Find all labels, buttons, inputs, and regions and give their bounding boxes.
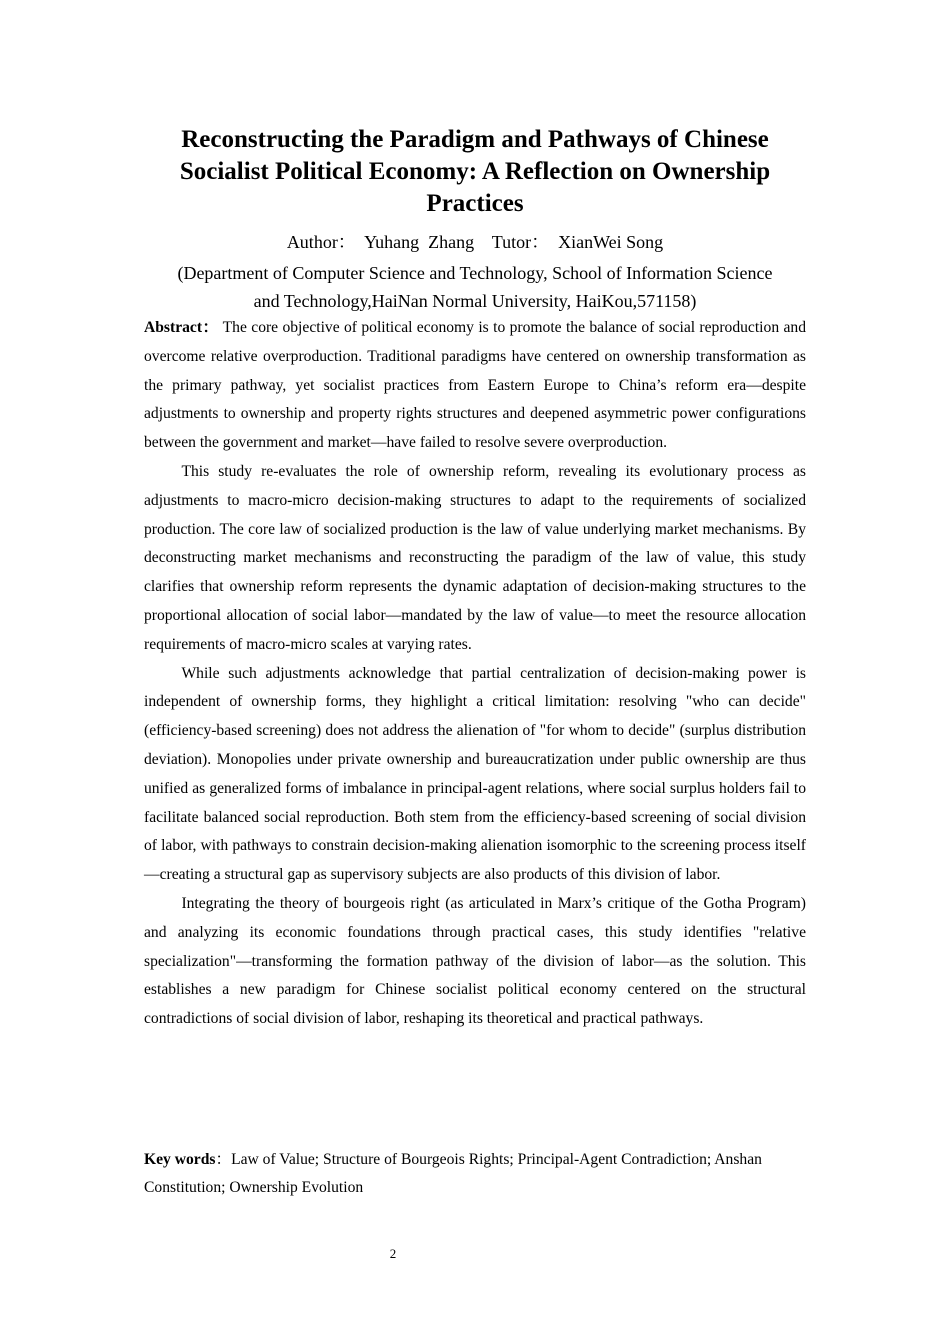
abstract-paragraph-2: This study re-evaluates the role of ownership reform, revealing its evolutionary process as adjustments to macro-micro decision-making structures to adapt to the requirements of socialized production. The core law of socialized production is the law of value underlying market mechanisms. By deconstructing market mechanisms and reconstructing the paradigm of the law of value, this study clarifies that ownership reform represents the dynamic adaptation of decision-making structures to the proportional allocation of social labor—mandated by the law of value—to meet the resource allocation requirements of macro-micro scales at varying rates. xyxy=(144,462,806,653)
abstract-paragraph-3: While such adjustments acknowledge that partial centralization of decision-making power is independent of ownership forms, they highlight a critical limitation: resolving "who can decide" (efficiency-based screening) does not address the alienation of "for whom to decide" (surplus distribution deviation). Monopolies under private ownership and bureaucratization under public ownership are thus unified as generalized forms of imbalance in principal-agent relations, where social surplus holders fail to facilitate balanced social reproduction. Both stem from the efficiency-based screening of social division of labor, with pathways to constrain decision-making alienation isomorphic to the screening process itself—creating a structural gap as supervisory subjects are also products of this division of labor. xyxy=(144,664,806,884)
abstract-label: Abstract： xyxy=(144,319,219,336)
title-line-3: Practices xyxy=(426,190,524,217)
abstract-paragraph-4: Integrating the theory of bourgeois right (as articulated in Marx’s critique of the Gotha Program) and analyzing its economic foundations through practical cases, this study identifies "relative specialization"—transforming the formation pathway of the division of labor—as the solution. This establishes a new paradigm for Chinese socialist political economy centered on the structural contradictions of social division of labor, reshaping its theoretical and practical pathways. xyxy=(144,894,806,1028)
affiliation xyxy=(144,259,806,315)
abstract-paragraph-1 xyxy=(144,314,806,458)
keywords-section xyxy=(144,1146,806,1202)
abstract-text-1: The core objective of political economy is to promote the balance of social reproduction and overcome relative overproduction. Traditional paradigms have centered on ownership transformation as the primary pathway, yet socialist practices from Eastern Europe to China’s reform era—despite adjustments to ownership and property rights structures and deepened asymmetric power configurations between the government and market—have failed to resolve severe overproduction. xyxy=(144,319,806,452)
keywords-separator: ： xyxy=(215,1151,232,1168)
keywords-label: Key words xyxy=(144,1151,216,1168)
page-number: 2 xyxy=(389,1246,397,1261)
affiliation-line-1: (Department of Computer Science and Technology, School of Information Science xyxy=(177,263,773,283)
keywords-text: Law of Value; Structure of Bourgeois Rights; Principal-Agent Contradiction; Anshan Constitution; Ownership Evolution xyxy=(144,1151,762,1196)
affiliation-line-2: and Technology,HaiNan Normal University, HaiKou,571158) xyxy=(253,291,697,311)
paper-title xyxy=(144,124,806,220)
title-line-2: Socialist Political Economy: A Reflection on Ownership xyxy=(179,158,771,185)
abstract-section xyxy=(144,314,806,1034)
author-line: Author： Yuhang Zhang Tutor： XianWei Song xyxy=(286,232,664,252)
title-line-1: Reconstructing the Paradigm and Pathways of Chinese xyxy=(181,126,769,153)
